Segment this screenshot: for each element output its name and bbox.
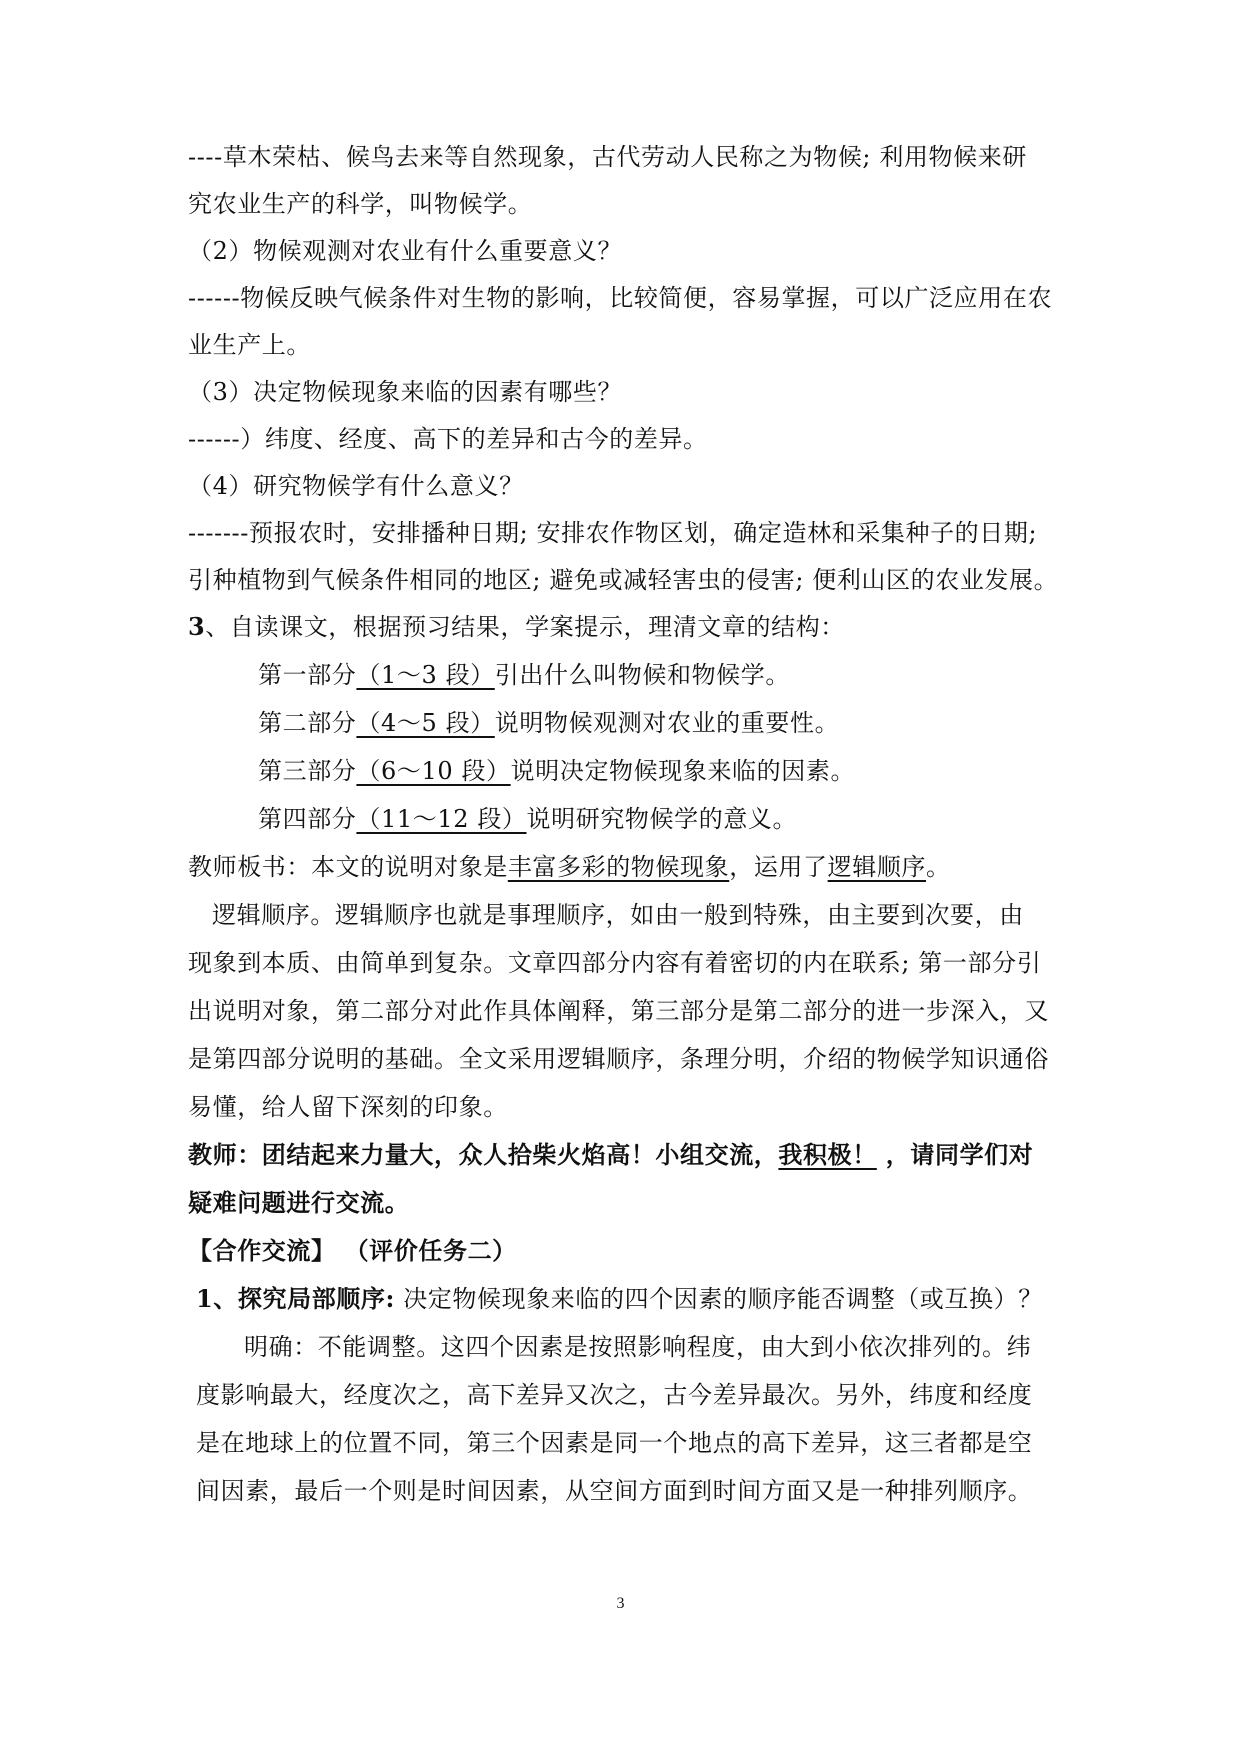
part-2-desc: 说明物候观测对农业的重要性。 — [494, 709, 840, 737]
part-4-label: 第四部分 — [258, 805, 357, 833]
board-order: 逻辑顺序 — [827, 853, 927, 881]
board-end: 。 — [926, 853, 951, 881]
explore-text: 决定物候现象来临的四个因素的顺序能否调整（或互换）？ — [394, 1285, 1043, 1313]
structure-part-4 — [258, 802, 1138, 836]
answer-4-line-1: -------预报农时，安排播种日期; 安排农作物区划，确定造林和采集种子的日期; — [188, 519, 1038, 547]
part-3-range: （6～10 段） — [356, 757, 511, 785]
structure-part-2 — [258, 706, 1138, 740]
part-2-label: 第二部分 — [258, 709, 357, 737]
structure-part-3 — [258, 754, 1138, 788]
board-prefix: 教师板书：本文的说明对象是 — [188, 853, 508, 881]
teacher-prompt-c: ，请同学们对 — [876, 1140, 1034, 1169]
logic-paragraph-line-2: 现象到本质、由简单到复杂。文章四部分内容有着密切的内在联系; 第一部分引 — [188, 949, 1042, 977]
part-4-range: （11～12 段） — [356, 805, 527, 833]
part-3-desc: 说明决定物候现象来临的因素。 — [510, 757, 856, 785]
part-1-desc: 引出什么叫物候和物候学。 — [494, 661, 790, 689]
page-number: 3 — [616, 1595, 625, 1612]
board-middle: ，运用了 — [729, 853, 828, 881]
section-3-heading — [188, 610, 1068, 644]
board-object: 丰富多彩的物候现象 — [507, 853, 730, 881]
teacher-prompt-a: 教师：团结起来力量大，众人拾柴火焰高！小组交流， — [188, 1140, 779, 1169]
explore-question — [196, 1282, 1076, 1316]
explore-label: 1、探究局部顺序: — [196, 1284, 395, 1313]
cooperation-title: 【合作交流】 — [188, 1236, 336, 1265]
question-3: （3）决定物候现象来临的因素有哪些？ — [188, 378, 623, 406]
section-3-text: 、自读课文，根据预习结果，学案提示，理清文章的结构： — [205, 613, 845, 641]
cooperation-heading — [188, 1234, 1068, 1268]
part-1-label: 第一部分 — [258, 661, 357, 689]
teacher-board-note — [188, 850, 1068, 884]
answer-2-line-1: ------物候反映气候条件对生物的影响，比较简便，容易掌握，可以广泛应用在农 — [188, 284, 1053, 312]
answer-3: ------）纬度、经度、高下的差异和古今的差异。 — [188, 425, 708, 453]
explore-answer-line-2: 度影响最大，经度次之，高下差异又次之，古今差异最次。另外，纬度和经度 — [196, 1381, 1033, 1409]
teacher-prompt-slogan: 我积极！ — [778, 1140, 877, 1169]
section-3-number: 3 — [188, 612, 206, 641]
explore-answer-line-3: 是在地球上的位置不同，第三个因素是同一个地点的高下差异，这三者都是空 — [196, 1429, 1033, 1457]
logic-paragraph-line-3: 出说明对象，第二部分对此作具体阐释，第三部分是第二部分的进一步深入，又 — [188, 997, 1049, 1025]
answer-2-line-2: 业生产上。 — [188, 331, 311, 359]
answer-4-line-2: 引种植物到气候条件相同的地区; 避免或减轻害虫的侵害; 便利山区的农业发展。 — [188, 566, 1059, 594]
logic-paragraph-line-1: 逻辑顺序。逻辑顺序也就是事理顺序，如由一般到特殊，由主要到次要，由 — [212, 901, 1024, 929]
answer-line-2: 究农业生产的科学，叫物候学。 — [188, 190, 533, 218]
cooperation-task: （评价任务二） — [335, 1236, 517, 1265]
explore-answer-line-4: 间因素，最后一个则是时间因素，从空间方面到时间方面又是一种排列顺序。 — [196, 1477, 1033, 1505]
logic-paragraph-line-5: 易懂，给人留下深刻的印象。 — [188, 1093, 508, 1121]
part-3-label: 第三部分 — [258, 757, 357, 785]
part-2-range: （4～5 段） — [356, 709, 495, 737]
teacher-prompt-line-2: 疑难问题进行交流。 — [188, 1188, 410, 1217]
question-2: （2）物候观测对农业有什么重要意义？ — [188, 237, 623, 265]
structure-part-1 — [258, 658, 1138, 692]
teacher-prompt-line-1 — [188, 1138, 1068, 1172]
part-4-desc: 说明研究物候学的意义。 — [526, 805, 798, 833]
part-1-range: （1～3 段） — [356, 661, 495, 689]
logic-paragraph-line-4: 是第四部分说明的基础。全文采用逻辑顺序，条理分明，介绍的物候学知识通俗 — [188, 1045, 1049, 1073]
explore-answer-line-1: 明确：不能调整。这四个因素是按照影响程度，由大到小依次排列的。纬 — [244, 1333, 1032, 1361]
answer-line-1: ----草木荣枯、候鸟去来等自然现象，古代劳动人民称之为物候; 利用物候来研 — [188, 143, 1027, 171]
question-4: （4）研究物候学有什么意义？ — [188, 472, 524, 500]
